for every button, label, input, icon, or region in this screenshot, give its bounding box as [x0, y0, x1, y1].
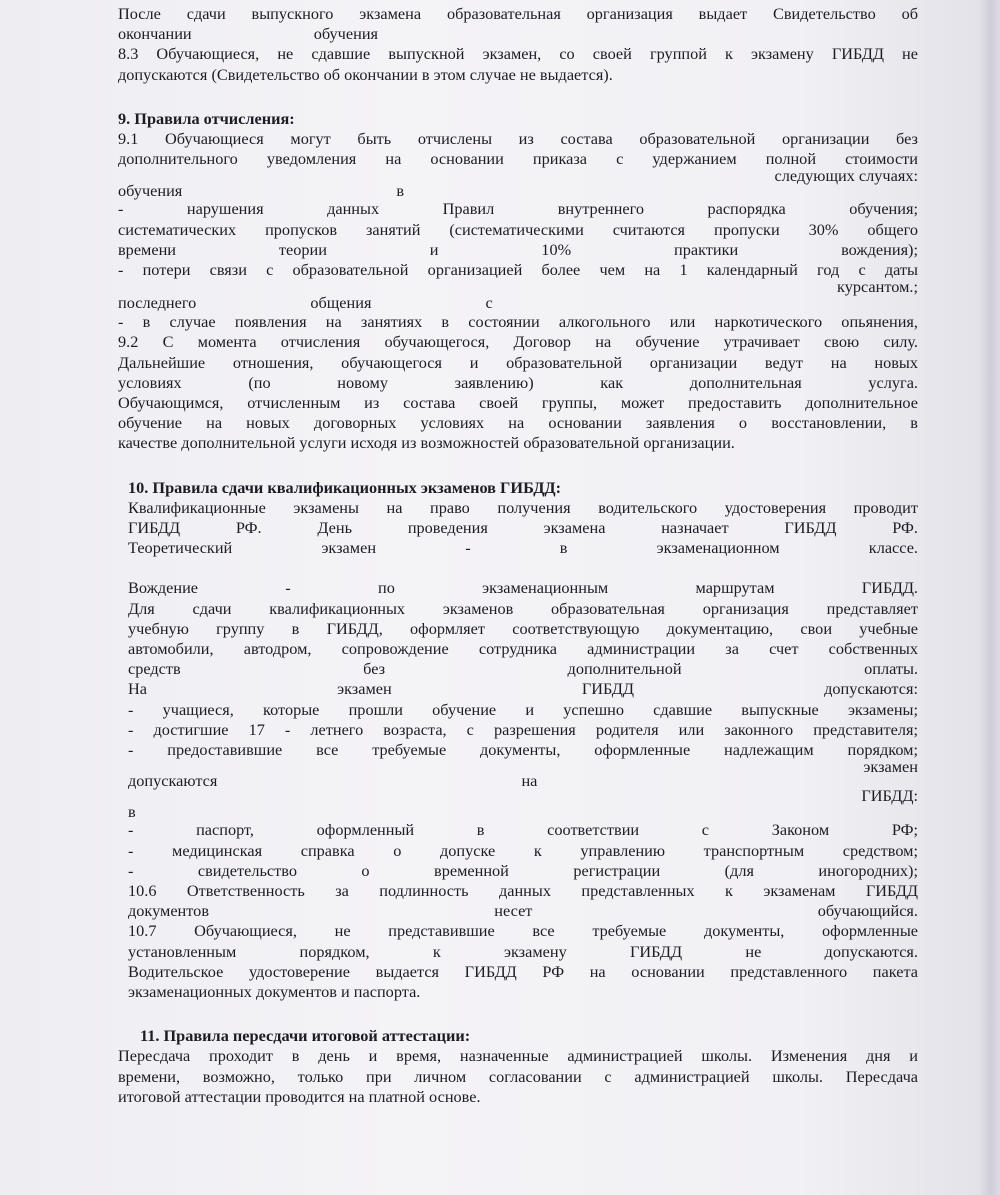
text-line: 10.6 Ответственность за подлинность данных представленных к экзаменам ГИБДД — [128, 880, 918, 900]
text-line: На экзамен ГИБДД допускаются: — [128, 679, 918, 699]
text-line: обучение на новых договорных условиях на основании заявления о восстановлении, в — [118, 413, 918, 433]
text-line: экзамен — [863, 757, 918, 777]
section-9-heading: 9. Правила отчисления: — [118, 108, 295, 128]
text-line: средств без дополнительной оплаты. — [128, 659, 918, 679]
text-line: следующих случаях: — [774, 166, 918, 186]
text-line: 10.7 Обучающиеся, не представившие все требуемые документы, оформленные — [128, 921, 918, 941]
text-line: Для сдачи квалификационных экзаменов образовательная организация представляет — [128, 598, 918, 618]
text-line: ГИБДД: — [861, 786, 918, 806]
text-line: установленным порядком, к экзамену ГИБДД не допускаются. — [128, 941, 918, 961]
section-10-heading: 10. Правила сдачи квалификационных экзаменов ГИБДД: — [128, 477, 562, 497]
text-line: обучения в — [118, 181, 405, 201]
text-line: 9.1 Обучающиеся могут быть отчислены из состава образовательной организации без — [118, 129, 918, 149]
text-line: - в случае появления на занятиях в состоянии алкогольного или наркотического опьянения, — [118, 312, 918, 332]
text-line: систематических пропусков занятий (систематическими считаются пропуски 30% общего — [118, 219, 918, 239]
text-line: документов несет обучающийся. — [128, 901, 918, 921]
page-edge-shadow — [978, 0, 1000, 1195]
text-line: последнего общения с — [118, 293, 493, 313]
text-line: дополнительного уведомления на основании приказа с удержанием полной стоимости — [118, 149, 918, 169]
intro-paragraph — [118, 4, 918, 85]
section-9 — [118, 109, 918, 454]
text-line: Квалификационные экзамены на право получения водительского удостоверения проводит — [128, 497, 918, 517]
text-line: 8.3 Обучающиеся, не сдавшие выпускной экзамен, со своей группой к экзамену ГИБДД не — [118, 44, 918, 64]
text-line: окончании обучения — [118, 24, 379, 44]
text-line: - свидетельство о временной регистрации (для иногородних); — [128, 860, 918, 880]
text-line: Вождение - по экзаменационным маршрутам ГИБДД. — [128, 578, 918, 598]
text-line: экзаменационных документов и паспорта. — [128, 981, 421, 1001]
text-line: качестве дополнительной услуги исходя из возможностей образовательной организации. — [118, 433, 735, 453]
text-line: ГИБДД РФ. День проведения экзамена назначает ГИБДД РФ. — [128, 518, 918, 538]
text-line: Теоретический экзамен - в экзаменационном классе. — [128, 538, 918, 558]
text-line: автомобили, автодром, сопровождение сотрудника администрации за счет собственных — [128, 639, 918, 659]
text-line: в — [128, 802, 136, 822]
text-line: условиях (по новому заявлению) как дополнительная услуга. — [118, 372, 918, 392]
section-11-heading: 11. Правила пересдачи итоговой аттестации: — [140, 1026, 471, 1046]
text-line: Водительское удостоверение выдается ГИБДД РФ на основании представленного пакета — [128, 961, 918, 981]
text-line: Дальнейшие отношения, обучающегося и образовательной организации ведут на новых — [118, 352, 918, 372]
section-10 — [118, 478, 918, 1002]
text-line: - достигшие 17 - летнего возраста, с разрешения родителя или законного представителя; — [128, 719, 918, 739]
document-body — [118, 4, 918, 1107]
text-line: времени теории и 10% практики вождения); — [118, 239, 918, 259]
text-line: 9.2 С момента отчисления обучающегося, Договор на обучение утрачивает свою силу. — [118, 332, 918, 352]
text-line: курсантом.; — [837, 277, 918, 297]
text-line: - предоставившие все требуемые документы, оформленные надлежащим порядком; — [128, 740, 918, 760]
text-line: итоговой аттестации проводится на платной основе. — [118, 1086, 481, 1106]
text-line: - медицинская справка о допуске к управлению транспортным средством; — [128, 840, 918, 860]
text-line: - паспорт, оформленный в соответствии с Законом РФ; — [128, 820, 918, 840]
text-line: времени, возможно, только при личном согласовании с администрацией школы. Пересдача — [118, 1066, 918, 1086]
text-line: - потери связи с образовательной организацией более чем на 1 календарный год с даты — [118, 260, 918, 280]
text-line: - учащиеся, которые прошли обучение и успешно сдавшие выпускные экзамены; — [128, 699, 918, 719]
section-11 — [118, 1026, 918, 1107]
text-line: Пересдача проходит в день и время, назначенные администрацией школы. Изменения дня и — [118, 1046, 918, 1066]
text-line: Обучающимся, отчисленным из состава своей группы, может предоставить дополнительное — [118, 393, 918, 413]
text-line: допускаются на — [128, 771, 538, 791]
text-line: учебную группу в ГИБДД, оформляет соответствующую документацию, свои учебные — [128, 618, 918, 638]
text-line: - нарушения данных Правил внутреннего распорядка обучения; — [118, 199, 918, 219]
text-line: допускаются (Свидетельство об окончании в этом случае не выдается). — [118, 64, 613, 84]
text-line: После сдачи выпускного экзамена образовательная организация выдает Свидетельство об — [118, 4, 918, 23]
